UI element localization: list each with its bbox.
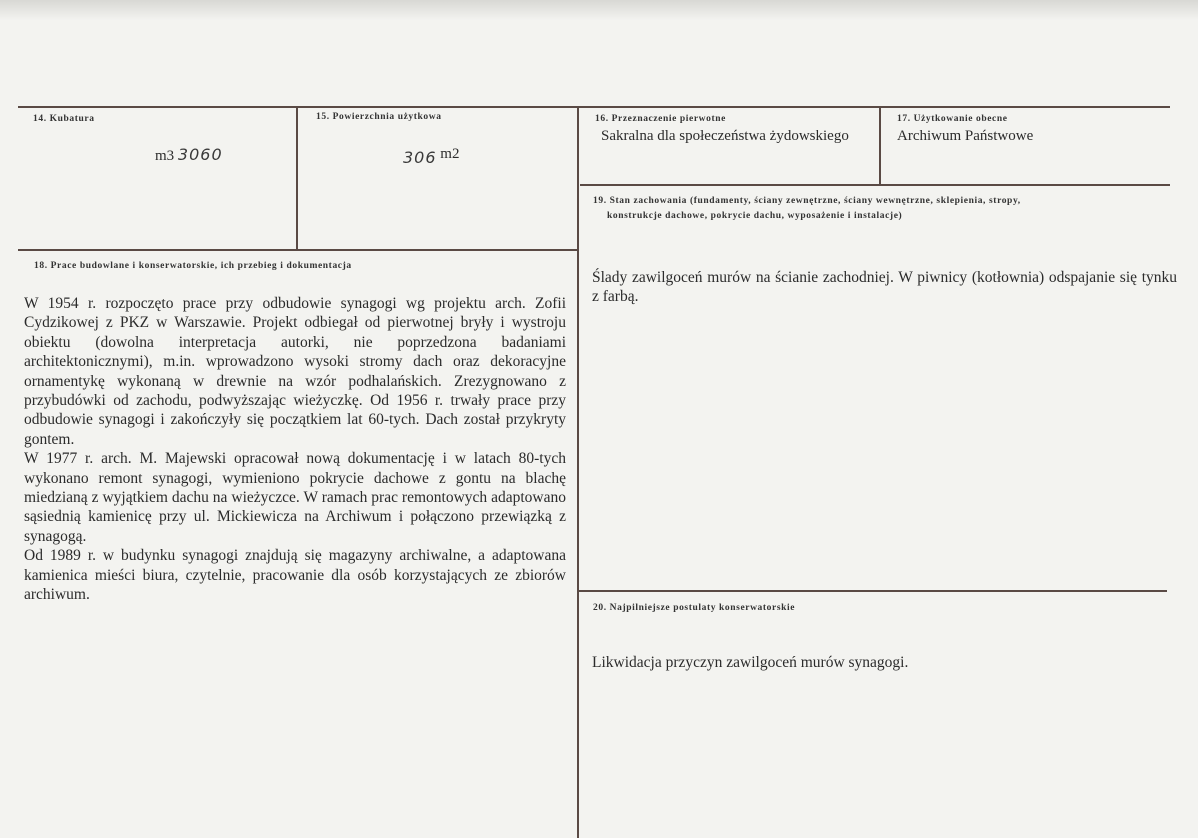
rule-col-16-17 [879,106,881,186]
rule-left-right [577,106,579,838]
rule-top [18,106,1170,108]
rule-below-14-15 [18,249,579,251]
scan-top-shadow [0,0,1198,20]
przeznaczenie-value: Sakralna dla społeczeństwa żydowskiego [601,128,849,144]
prace-paragraph: W 1954 r. rozpoczęto prace przy odbudowie synagogi wg projektu arch. Zofii Cydzikowej z PKZ w Warszawie. Projekt odbiegał od pierwotnej bryły i wystroju obiektu (dowolna interpretacja autorki, nie poprzedzona badaniami architektonicznymi), m.in. wprowadzono wysoki stromy dach oraz dekoracyjne ornamentykę wykonaną w drewnie na wzór podhalańskich. Zrezygnowano z przybudówki od zachodu, podwyższając wieżyczkę. Od 1956 r. trwały prace przy odbudowie synagogi i zakończyły się początkiem lat 60-tych. Dach został przykryty gontem. [24,295,566,448]
kubatura-number: 3060 [177,145,223,164]
powierzchnia-unit: m2 [440,146,460,162]
prace-label: 18. Prace budowlane i konserwatorskie, ich przebieg i dokumentacja [34,261,352,271]
uzytkowanie-value: Archiwum Państwowe [897,128,1034,144]
stan-label-line1: 19. Stan zachowania (fundamenty, ściany zewnętrzne, ściany wewnętrzne, sklepienia, stropy, [593,196,1021,206]
uzytkowanie-label: 17. Użytkowanie obecne [897,114,1008,124]
powierzchnia-label: 15. Powierzchnia użytkowa [316,112,442,122]
kubatura-label: 14. Kubatura [33,114,95,124]
stan-label-line2: konstrukcje dachowe, pokrycie dachu, wyposażenie i instalacje) [607,211,903,221]
rule-below-16-17 [580,184,1170,186]
rule-col-14-15 [296,106,298,250]
rule-above-20 [577,590,1167,592]
prace-paragraph: W 1977 r. arch. M. Majewski opracował nową dokumentację i w latach 80-tych wykonano remont synagogi, wymieniono pokrycie dachowe z gontu na blachę miedzianą z wyjątkiem dachu na wieżyczce. W ramach prac remontowych adaptowano sąsiednią kamienicę przy ul. Mickiewicza na Archiwum i połączono przewiązką z synagogą. [24,450,566,545]
kubatura-unit: m3 [155,148,175,164]
postulaty-text: Likwidacja przyczyn zawilgoceń murów synagogi. [592,654,909,671]
prace-paragraph: Od 1989 r. w budynku synagogi znajdują się magazyny archiwalne, a adaptowana kamienica mieści biura, czytelnie, pracowanie dla osób korzystających ze zbiorów archiwum. [24,547,566,604]
kubatura-value [155,145,223,165]
prace-text [24,294,566,605]
stan-text: Ślady zawilgoceń murów na ścianie zachodniej. W piwnicy (kotłownia) odspajanie się tynku z farbą. [592,269,1177,306]
przeznaczenie-label: 16. Przeznaczenie pierwotne [595,114,726,124]
powierzchnia-value [403,148,459,168]
powierzchnia-number: 306 [403,148,437,167]
postulaty-label: 20. Najpilniejsze postulaty konserwatorskie [593,603,796,613]
